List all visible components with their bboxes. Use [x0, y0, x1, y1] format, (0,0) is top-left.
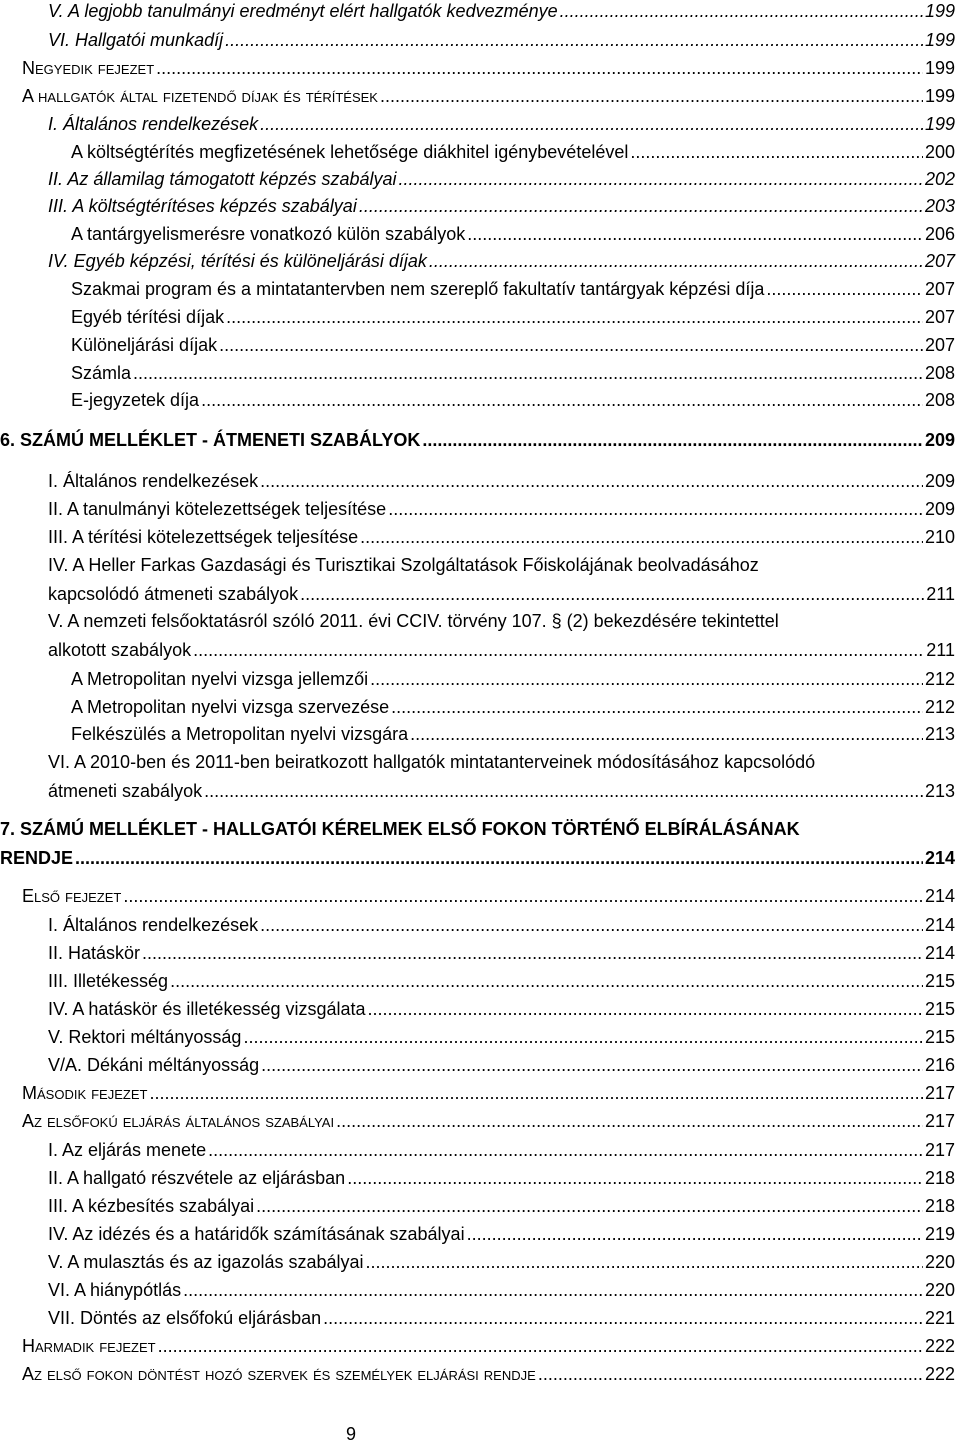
toc-entry[interactable]: [0, 847, 955, 869]
toc-entry[interactable]: [22, 85, 955, 107]
toc-entry-label-line1: 7. SZÁMÚ MELLÉKLET - HALLGATÓI KÉRELMEK ELSŐ FOKON TÖRTÉNŐ ELBÍRÁLÁSÁNAK: [0, 819, 800, 839]
toc-entry[interactable]: [22, 1335, 955, 1357]
toc-entry[interactable]: [48, 780, 955, 802]
dot-leader: [204, 780, 923, 802]
dot-leader: [193, 639, 924, 661]
dot-leader: [260, 113, 923, 135]
toc-entry[interactable]: [71, 306, 955, 328]
toc-entry-label: RENDJE: [0, 848, 74, 868]
dot-leader: [467, 1223, 923, 1245]
toc-entry-page: 220: [924, 1280, 955, 1300]
toc-entry-label: Szakmai program és a mintatantervben nem szereplő fakultatív tantárgyak képzési díja: [71, 279, 765, 299]
toc-entry-page: 203: [924, 196, 955, 216]
dot-leader: [429, 250, 923, 272]
toc-entry-line1: [48, 554, 955, 576]
toc-entry[interactable]: [48, 1251, 955, 1273]
dot-leader: [370, 668, 923, 690]
toc-entry-label: Felkészülés a Metropolitan nyelvi vizsgára: [71, 724, 409, 744]
toc-entry[interactable]: [22, 1110, 955, 1132]
dot-leader: [300, 583, 924, 605]
toc-entry-page: 222: [924, 1336, 955, 1356]
toc-entry[interactable]: [48, 1054, 955, 1076]
toc-entry[interactable]: [48, 1167, 955, 1189]
toc-entry[interactable]: [0, 429, 955, 451]
dot-leader: [366, 1251, 923, 1273]
toc-entry-page: 211: [926, 640, 955, 660]
toc-entry-label: A Metropolitan nyelvi vizsga jellemzői: [71, 669, 369, 689]
toc-entry-line1: [48, 610, 955, 632]
toc-entry-label: I. Általános rendelkezések: [48, 114, 259, 134]
dot-leader: [347, 1167, 923, 1189]
toc-entry[interactable]: [48, 1279, 955, 1301]
toc-entry[interactable]: [71, 723, 955, 745]
dot-leader: [219, 334, 923, 356]
toc-entry-label: V/A. Dékáni méltányosság: [48, 1055, 260, 1075]
toc-entry[interactable]: [48, 583, 955, 605]
toc-entry-label: A Metropolitan nyelvi vizsga szervezése: [71, 697, 390, 717]
toc-entry-page: 214: [924, 848, 955, 868]
toc-entry-page: 199: [924, 86, 955, 106]
toc-entry-label: Az első fokon döntést hozó szervek és személyek eljárási rendje: [22, 1364, 536, 1384]
toc-entry-page: 217: [924, 1140, 955, 1160]
dot-leader: [243, 1026, 923, 1048]
dot-leader: [256, 1195, 923, 1217]
toc-entry-label: I. Általános rendelkezések: [48, 471, 259, 491]
toc-entry[interactable]: [22, 57, 955, 79]
toc-entry-label: Második fejezet: [22, 1083, 148, 1103]
toc-entry[interactable]: [71, 389, 955, 411]
toc-entry-page: 213: [924, 724, 955, 744]
toc-entry[interactable]: [71, 362, 955, 384]
toc-entry-label: Negyedik fejezet: [22, 58, 155, 78]
dot-leader: [261, 1054, 923, 1076]
toc-entry[interactable]: [71, 334, 955, 356]
toc-entry-page: 207: [924, 279, 955, 299]
dot-leader: [201, 389, 923, 411]
toc-entry[interactable]: [48, 639, 955, 661]
toc-entry-label: V. A mulasztás és az igazolás szabályai: [48, 1252, 364, 1272]
toc-entry-label: V. A legjobb tanulmányi eredményt elért hallgatók kedvezménye: [48, 1, 558, 21]
toc-entry-page: 209: [924, 430, 955, 450]
toc-entry-page: 210: [924, 527, 955, 547]
toc-entry-label: Első fejezet: [22, 886, 122, 906]
toc-entry-page: 221: [924, 1308, 955, 1328]
toc-entry-label: II. A hallgató részvétele az eljárásban: [48, 1168, 346, 1188]
toc-entry[interactable]: [48, 970, 955, 992]
toc-entry-label: IV. Egyéb képzési, térítési és különeljárási díjak: [48, 251, 427, 271]
toc-entry[interactable]: [48, 1223, 955, 1245]
toc-entry-page: 212: [924, 697, 955, 717]
toc-entry-page: 216: [924, 1055, 955, 1075]
dot-leader: [260, 470, 923, 492]
toc-entry[interactable]: [48, 29, 955, 51]
toc-entry-page: 220: [924, 1252, 955, 1272]
toc-entry-page: 211: [926, 584, 955, 604]
toc-entry-label: II. Az államilag támogatott képzés szabályai: [48, 169, 397, 189]
toc-entry-label: A költségtérítés megfizetésének lehetősége diákhitel igénybevételével: [71, 142, 629, 162]
dot-leader: [467, 223, 923, 245]
toc-entry-label: A tantárgyelismerésre vonatkozó külön szabályok: [71, 224, 466, 244]
dot-leader: [766, 278, 923, 300]
dot-leader: [156, 57, 923, 79]
toc-entry-label: E-jegyzetek díja: [71, 390, 200, 410]
toc-entry[interactable]: [48, 1307, 955, 1329]
toc-entry[interactable]: [22, 1082, 955, 1104]
toc-entry-label: II. Hatáskör: [48, 943, 141, 963]
toc-entry-label: VII. Döntés az elsőfokú eljárásban: [48, 1308, 322, 1328]
toc-entry-page: 202: [924, 169, 955, 189]
toc-entry-page: 219: [924, 1224, 955, 1244]
dot-leader: [538, 1363, 923, 1385]
dot-leader: [170, 970, 923, 992]
toc-entry-label-line1: VI. A 2010-ben és 2011-ben beiratkozott hallgatók mintatanterveinek módosításához kapcsolódó: [48, 752, 816, 772]
toc-entry[interactable]: [48, 1195, 955, 1217]
toc-entry-line1: [48, 751, 955, 773]
toc-entry-label: Számla: [71, 363, 132, 383]
dot-leader: [226, 306, 923, 328]
toc-entry-page: 209: [924, 499, 955, 519]
dot-leader: [149, 1082, 922, 1104]
dot-leader: [360, 526, 923, 548]
toc-entry[interactable]: [71, 141, 955, 163]
dot-leader: [388, 498, 923, 520]
toc-entry-line1: [0, 818, 955, 840]
toc-entry-label: 6. SZÁMÚ MELLÉKLET - ÁTMENETI SZABÁLYOK: [0, 430, 421, 450]
dot-leader: [336, 1110, 923, 1132]
toc-entry[interactable]: [71, 668, 955, 690]
toc-entry-label: Harmadik fejezet: [22, 1336, 156, 1356]
dot-leader: [380, 85, 923, 107]
toc-entry-page: 199: [924, 114, 955, 134]
dot-leader: [368, 998, 923, 1020]
toc-entry[interactable]: [48, 998, 955, 1020]
dot-leader: [123, 885, 923, 907]
toc-entry-page: 207: [924, 335, 955, 355]
toc-entry-label-line1: IV. A Heller Farkas Gazdasági és Turisztikai Szolgáltatások Főiskolájának beolvadásához: [48, 555, 759, 575]
toc-entry[interactable]: [48, 498, 955, 520]
dot-leader: [399, 168, 923, 190]
toc-entry-page: 207: [924, 251, 955, 271]
toc-entry-label: Egyéb térítési díjak: [71, 307, 225, 327]
dot-leader: [391, 696, 923, 718]
dot-leader: [323, 1307, 923, 1329]
toc-entry-page: 206: [924, 224, 955, 244]
toc-entry-label: V. Rektori méltányosság: [48, 1027, 242, 1047]
toc-entry[interactable]: [71, 696, 955, 718]
page-number: 9: [345, 1424, 356, 1444]
dot-leader: [75, 847, 923, 869]
toc-entry-label: III. A térítési kötelezettségek teljesítése: [48, 527, 359, 547]
toc-entry-page: 215: [924, 971, 955, 991]
toc-entry-page: 217: [924, 1111, 955, 1131]
toc-entry-page: 215: [924, 999, 955, 1019]
toc-entry-page: 214: [924, 943, 955, 963]
toc-entry-label: VI. Hallgatói munkadíj: [48, 30, 224, 50]
toc-entry[interactable]: [48, 1026, 955, 1048]
dot-leader: [422, 429, 923, 451]
toc-entry-page: 212: [924, 669, 955, 689]
toc-entry-page: 199: [924, 58, 955, 78]
dot-leader: [158, 1335, 923, 1357]
dot-leader: [142, 942, 923, 964]
toc-entry[interactable]: [71, 223, 955, 245]
toc-entry[interactable]: [48, 250, 955, 272]
toc-entry-label: III. A költségtérítéses képzés szabályai: [48, 196, 357, 216]
toc-entry-label: VI. A hiánypótlás: [48, 1280, 182, 1300]
toc-entry-label-line1: V. A nemzeti felsőoktatásról szóló 2011. évi CCIV. törvény 107. § (2) bekezdésére tekintettel: [48, 611, 779, 631]
toc-entry-page: 207: [924, 307, 955, 327]
toc-entry[interactable]: [48, 470, 955, 492]
toc-entry[interactable]: [71, 278, 955, 300]
toc-entry-label: IV. Az idézés és a határidők számításának szabályai: [48, 1224, 465, 1244]
dot-leader: [359, 195, 923, 217]
dot-leader: [260, 914, 923, 936]
dot-leader: [208, 1139, 923, 1161]
toc-entry-label: alkotott szabályok: [48, 640, 192, 660]
toc-entry[interactable]: [48, 168, 955, 190]
toc-entry-label: I. Az eljárás menete: [48, 1140, 207, 1160]
dot-leader: [630, 141, 923, 163]
toc-entry-label: Különeljárási díjak: [71, 335, 218, 355]
toc-entry-page: 199: [924, 1, 955, 21]
toc-entry[interactable]: [48, 113, 955, 135]
dot-leader: [560, 0, 923, 22]
toc-entry-label: IV. A hatáskör és illetékesség vizsgálata: [48, 999, 366, 1019]
toc-entry-label: I. Általános rendelkezések: [48, 915, 259, 935]
toc-entry-label: átmeneti szabályok: [48, 781, 203, 801]
toc-entry-label: A hallgatók által fizetendő díjak és térítések: [22, 86, 378, 106]
toc-entry-page: 215: [924, 1027, 955, 1047]
toc-entry-page: 218: [924, 1168, 955, 1188]
dot-leader: [133, 362, 923, 384]
toc-entry[interactable]: [22, 1363, 955, 1385]
toc-entry-page: 208: [924, 363, 955, 383]
toc-entry-page: 213: [924, 781, 955, 801]
toc-entry[interactable]: [48, 942, 955, 964]
toc-entry-page: 222: [924, 1364, 955, 1384]
toc-entry-page: 217: [924, 1083, 955, 1103]
toc-entry-page: 208: [924, 390, 955, 410]
toc-entry-label: III. A kézbesítés szabályai: [48, 1196, 255, 1216]
toc-entry[interactable]: [48, 526, 955, 548]
toc-entry-label: III. Illetékesség: [48, 971, 169, 991]
toc-entry[interactable]: [48, 1139, 955, 1161]
dot-leader: [225, 29, 923, 51]
toc-entry-page: 218: [924, 1196, 955, 1216]
toc-entry[interactable]: [48, 914, 955, 936]
toc-entry-page: 214: [924, 915, 955, 935]
dot-leader: [183, 1279, 923, 1301]
toc-entry-page: 199: [924, 30, 955, 50]
toc-entry-label: Az elsőfokú eljárás általános szabályai: [22, 1111, 335, 1131]
toc-entry-label: II. A tanulmányi kötelezettségek teljesítése: [48, 499, 387, 519]
toc-entry[interactable]: [22, 885, 955, 907]
dot-leader: [410, 723, 923, 745]
toc-entry-page: 209: [924, 471, 955, 491]
toc-entry-page: 200: [924, 142, 955, 162]
toc-entry-label: kapcsolódó átmeneti szabályok: [48, 584, 299, 604]
toc-entry[interactable]: [48, 195, 955, 217]
toc-entry-page: 214: [924, 886, 955, 906]
toc-entry[interactable]: [48, 0, 955, 22]
